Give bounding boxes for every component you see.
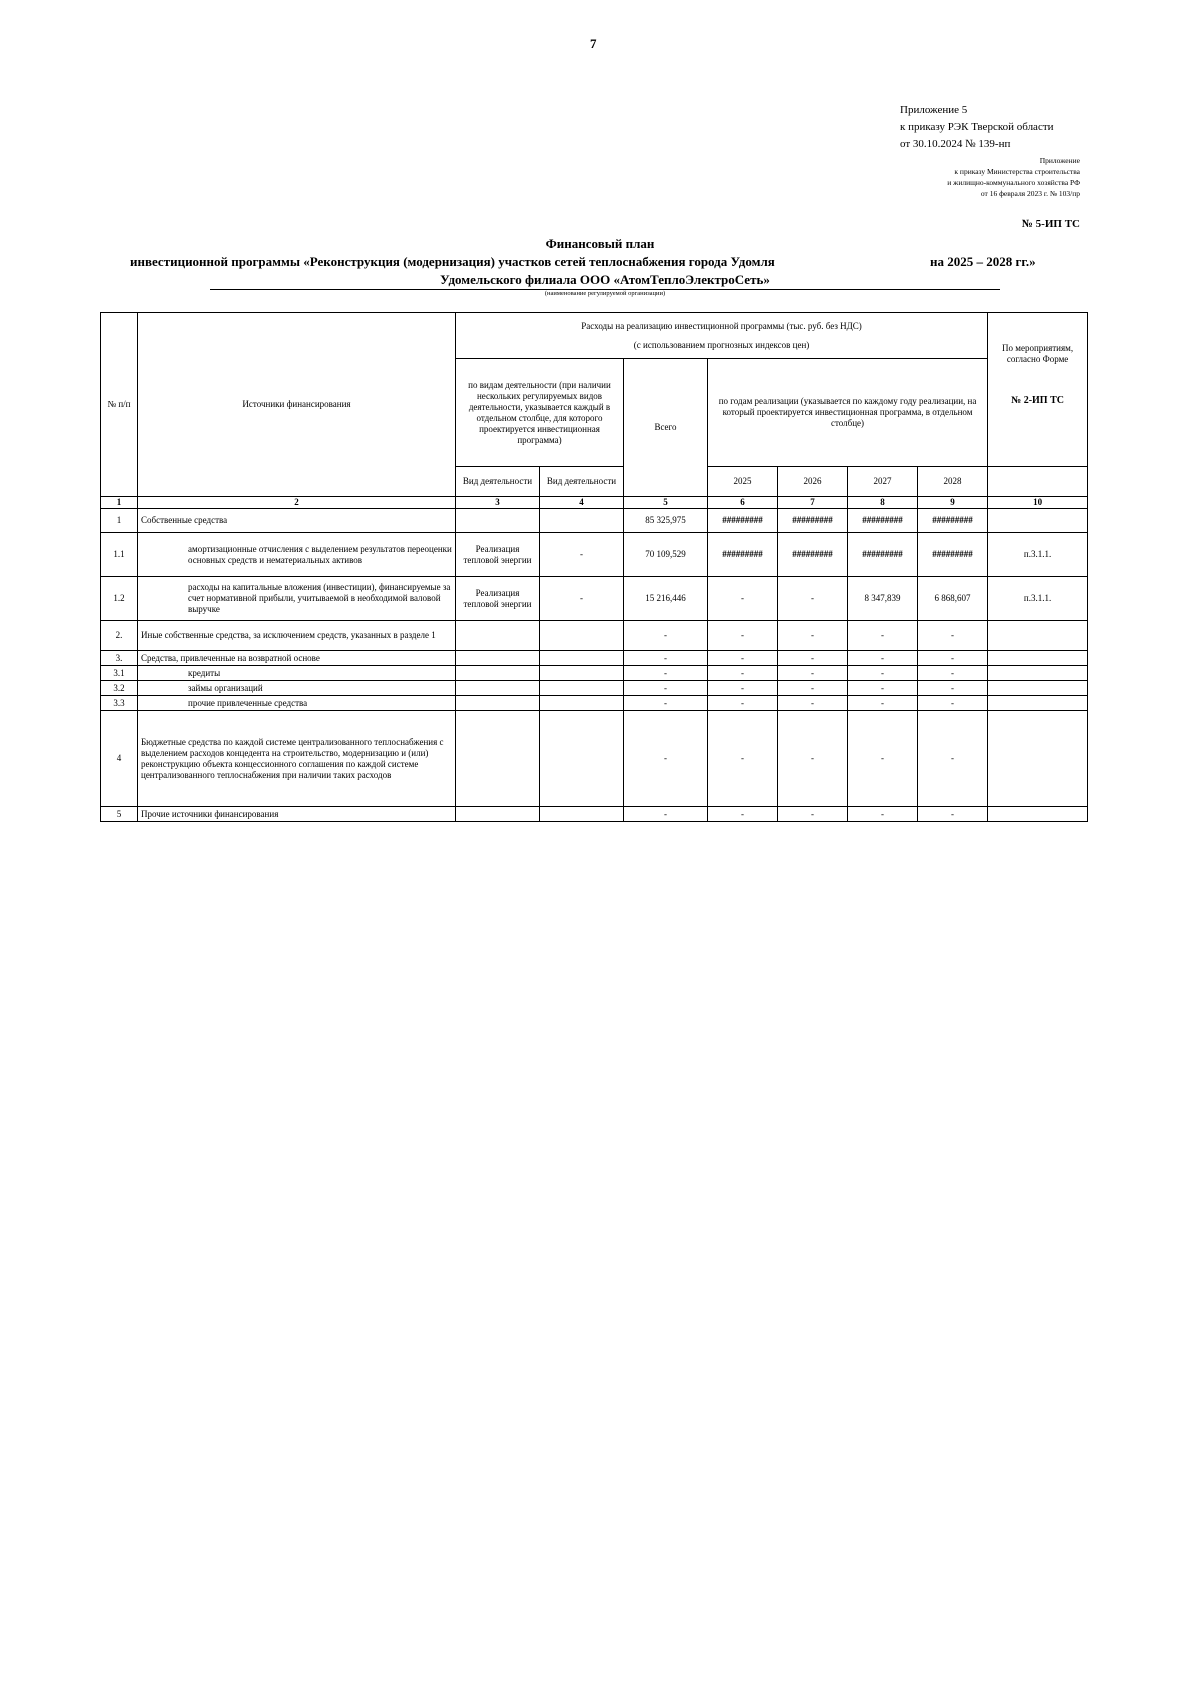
row-source: Собственные средства bbox=[138, 509, 456, 533]
header-year: 2026 bbox=[778, 467, 848, 497]
row-year-value: - bbox=[848, 681, 918, 696]
table-row bbox=[101, 621, 1088, 651]
column-index: 5 bbox=[624, 497, 708, 509]
row-reference bbox=[988, 651, 1088, 666]
row-year-value: - bbox=[778, 807, 848, 822]
row-source: кредиты bbox=[138, 666, 456, 681]
row-activity bbox=[456, 651, 540, 666]
row-year-value: ######### bbox=[848, 509, 918, 533]
header-activity-type: Вид деятельности bbox=[456, 467, 540, 497]
row-reference bbox=[988, 621, 1088, 651]
row-source: амортизационные отчисления с выделением результатов переоценки основных средств и нематериальных активов bbox=[138, 533, 456, 577]
row-total: - bbox=[624, 711, 708, 807]
row-year-value: - bbox=[778, 621, 848, 651]
header-by-measures bbox=[988, 313, 1088, 467]
row-activity bbox=[456, 711, 540, 807]
row-no: 3.3 bbox=[101, 696, 138, 711]
row-year-value: ######### bbox=[918, 533, 988, 577]
appendix-block bbox=[900, 102, 1054, 153]
row-no: 3.1 bbox=[101, 666, 138, 681]
row-year-value: - bbox=[778, 681, 848, 696]
appendix-secondary-line: Приложение bbox=[1039, 156, 1080, 165]
row-activity bbox=[456, 509, 540, 533]
column-index: 9 bbox=[918, 497, 988, 509]
row-activity: - bbox=[540, 577, 624, 621]
row-year-value: - bbox=[708, 651, 778, 666]
row-year-value: - bbox=[918, 696, 988, 711]
row-year-value: 8 347,839 bbox=[848, 577, 918, 621]
row-reference bbox=[988, 681, 1088, 696]
row-activity bbox=[456, 621, 540, 651]
row-total: - bbox=[624, 651, 708, 666]
row-total: 70 109,529 bbox=[624, 533, 708, 577]
page-number: 7 bbox=[590, 36, 597, 51]
row-source: расходы на капитальные вложения (инвестиции), финансируемые за счет нормативной прибыли, учитываемой в необходимой валовой выручке bbox=[138, 577, 456, 621]
appendix-secondary-line: от 16 февраля 2023 г. № 103/пр bbox=[980, 189, 1080, 198]
row-year-value: - bbox=[708, 696, 778, 711]
row-year-value: - bbox=[708, 666, 778, 681]
row-year-value: - bbox=[848, 651, 918, 666]
header-activity: по видам деятельности (при наличии нескольких регулируемых видов деятельности, указывается каждый в отдельном столбце, для которого проектируется инвестиционная программа) bbox=[456, 359, 624, 467]
row-total: 85 325,975 bbox=[624, 509, 708, 533]
form-number: № 5-ИП ТС bbox=[1021, 218, 1080, 230]
row-total: - bbox=[624, 696, 708, 711]
appendix-secondary-block bbox=[900, 155, 1080, 199]
row-activity bbox=[456, 807, 540, 822]
row-activity bbox=[456, 681, 540, 696]
row-year-value: - bbox=[918, 711, 988, 807]
column-index: 7 bbox=[778, 497, 848, 509]
row-activity: - bbox=[540, 533, 624, 577]
header-activity-type: Вид деятельности bbox=[540, 467, 624, 497]
row-year-value: - bbox=[918, 621, 988, 651]
appendix-line: от 30.10.2024 № 139-нп bbox=[900, 138, 1011, 150]
row-year-value: - bbox=[708, 621, 778, 651]
column-index: 1 bbox=[101, 497, 138, 509]
row-year-value: ######### bbox=[778, 509, 848, 533]
column-index: 6 bbox=[708, 497, 778, 509]
header-year: 2027 bbox=[848, 467, 918, 497]
row-source: займы организаций bbox=[138, 681, 456, 696]
row-source: Бюджетные средства по каждой системе централизованного теплоснабжения с выделением расходов концедента на строительство, модернизацию и (или) реконструкцию объекта концессионного соглашения по каждой системе централизованного теплоснабжения при наличии таких расходов bbox=[138, 711, 456, 807]
row-activity bbox=[540, 666, 624, 681]
row-source: Иные собственные средства, за исключением средств, указанных в разделе 1 bbox=[138, 621, 456, 651]
row-activity bbox=[540, 696, 624, 711]
table-row bbox=[101, 807, 1088, 822]
appendix-line: Приложение 5 bbox=[900, 104, 968, 116]
table-row bbox=[101, 666, 1088, 681]
row-source: Прочие источники финансирования bbox=[138, 807, 456, 822]
header-no: № п/п bbox=[101, 313, 138, 497]
column-index: 4 bbox=[540, 497, 624, 509]
row-reference bbox=[988, 807, 1088, 822]
document-subtitle: инвестиционной программы «Реконструкция (модернизация) участков сетей теплоснабжения города Удомля bbox=[130, 254, 775, 269]
row-activity bbox=[540, 509, 624, 533]
row-source: Средства, привлеченные на возвратной основе bbox=[138, 651, 456, 666]
organization-name: Удомельского филиала ООО «АтомТеплоЭлектроСеть» bbox=[440, 272, 770, 287]
row-source: прочие привлеченные средства bbox=[138, 696, 456, 711]
row-year-value: - bbox=[778, 651, 848, 666]
column-index: 8 bbox=[848, 497, 918, 509]
row-year-value: - bbox=[918, 651, 988, 666]
row-total: - bbox=[624, 666, 708, 681]
row-total: - bbox=[624, 807, 708, 822]
row-total: 15 216,446 bbox=[624, 577, 708, 621]
row-year-value: - bbox=[778, 666, 848, 681]
header-total: Всего bbox=[624, 359, 708, 497]
column-index: 10 bbox=[988, 497, 1088, 509]
row-no: 3. bbox=[101, 651, 138, 666]
row-year-value: ######### bbox=[708, 509, 778, 533]
row-no: 1.1 bbox=[101, 533, 138, 577]
row-reference bbox=[988, 509, 1088, 533]
column-index: 3 bbox=[456, 497, 540, 509]
appendix-line: к приказу РЭК Тверской области bbox=[900, 121, 1054, 133]
row-year-value: 6 868,607 bbox=[918, 577, 988, 621]
row-activity: Реализация тепловой энергии bbox=[456, 533, 540, 577]
row-reference bbox=[988, 666, 1088, 681]
row-year-value: - bbox=[918, 807, 988, 822]
table-row bbox=[101, 533, 1088, 577]
row-total: - bbox=[624, 681, 708, 696]
row-no: 3.2 bbox=[101, 681, 138, 696]
row-year-value: - bbox=[848, 621, 918, 651]
row-year-value: - bbox=[708, 681, 778, 696]
row-year-value: - bbox=[918, 681, 988, 696]
header-year: 2025 bbox=[708, 467, 778, 497]
row-year-value: - bbox=[848, 711, 918, 807]
document-period: на 2025 – 2028 гг.» bbox=[930, 254, 1036, 269]
table-row bbox=[101, 696, 1088, 711]
row-activity: Реализация тепловой энергии bbox=[456, 577, 540, 621]
header-expenses bbox=[456, 313, 988, 359]
document-title: Финансовый план bbox=[545, 236, 655, 251]
row-year-value: ######### bbox=[708, 533, 778, 577]
header-expenses-line: Расходы на реализацию инвестиционной программы (тыс. руб. без НДС) bbox=[581, 320, 862, 331]
row-activity bbox=[456, 696, 540, 711]
row-activity bbox=[540, 681, 624, 696]
row-year-value: - bbox=[708, 807, 778, 822]
table-row bbox=[101, 711, 1088, 807]
appendix-secondary-line: и жилищно-коммунального хозяйства РФ bbox=[947, 178, 1080, 187]
row-year-value: ######### bbox=[918, 509, 988, 533]
header-years: по годам реализации (указывается по каждому году реализации, на который проектируется инвестиционная программа, в отдельном столбце) bbox=[708, 359, 988, 467]
header-year: 2028 bbox=[918, 467, 988, 497]
table-row bbox=[101, 651, 1088, 666]
row-reference: п.3.1.1. bbox=[988, 577, 1088, 621]
row-year-value: - bbox=[778, 696, 848, 711]
organization-caption: (наименование регулируемой организации) bbox=[544, 290, 666, 297]
row-activity bbox=[540, 807, 624, 822]
appendix-secondary-line: к приказу Министерства строительства bbox=[954, 167, 1080, 176]
header-form2: № 2-ИП ТС bbox=[1011, 395, 1064, 406]
table-row bbox=[101, 577, 1088, 621]
row-year-value: ######### bbox=[848, 533, 918, 577]
header-spacer bbox=[988, 467, 1088, 497]
row-year-value: - bbox=[848, 807, 918, 822]
row-activity bbox=[540, 651, 624, 666]
row-year-value: ######### bbox=[778, 533, 848, 577]
row-year-value: - bbox=[848, 696, 918, 711]
row-activity bbox=[540, 621, 624, 651]
header-expenses-line: (с использованием прогнозных индексов цен) bbox=[633, 339, 810, 350]
row-year-value: - bbox=[918, 666, 988, 681]
row-no: 5 bbox=[101, 807, 138, 822]
row-activity bbox=[456, 666, 540, 681]
financial-plan-table bbox=[100, 312, 1088, 822]
column-index: 2 bbox=[138, 497, 456, 509]
table-row bbox=[101, 509, 1088, 533]
row-no: 1 bbox=[101, 509, 138, 533]
header-source: Источники финансирования bbox=[138, 313, 456, 497]
row-reference: п.3.1.1. bbox=[988, 533, 1088, 577]
row-year-value: - bbox=[708, 711, 778, 807]
row-year-value: - bbox=[778, 711, 848, 807]
row-no: 1.2 bbox=[101, 577, 138, 621]
row-total: - bbox=[624, 621, 708, 651]
header-by-measures-text: По мероприятиям, согласно Форме bbox=[1002, 343, 1074, 364]
row-reference bbox=[988, 696, 1088, 711]
row-no: 4 bbox=[101, 711, 138, 807]
row-year-value: - bbox=[778, 577, 848, 621]
row-activity bbox=[540, 711, 624, 807]
row-reference bbox=[988, 711, 1088, 807]
row-no: 2. bbox=[101, 621, 138, 651]
row-year-value: - bbox=[708, 577, 778, 621]
row-year-value: - bbox=[848, 666, 918, 681]
table-row bbox=[101, 681, 1088, 696]
